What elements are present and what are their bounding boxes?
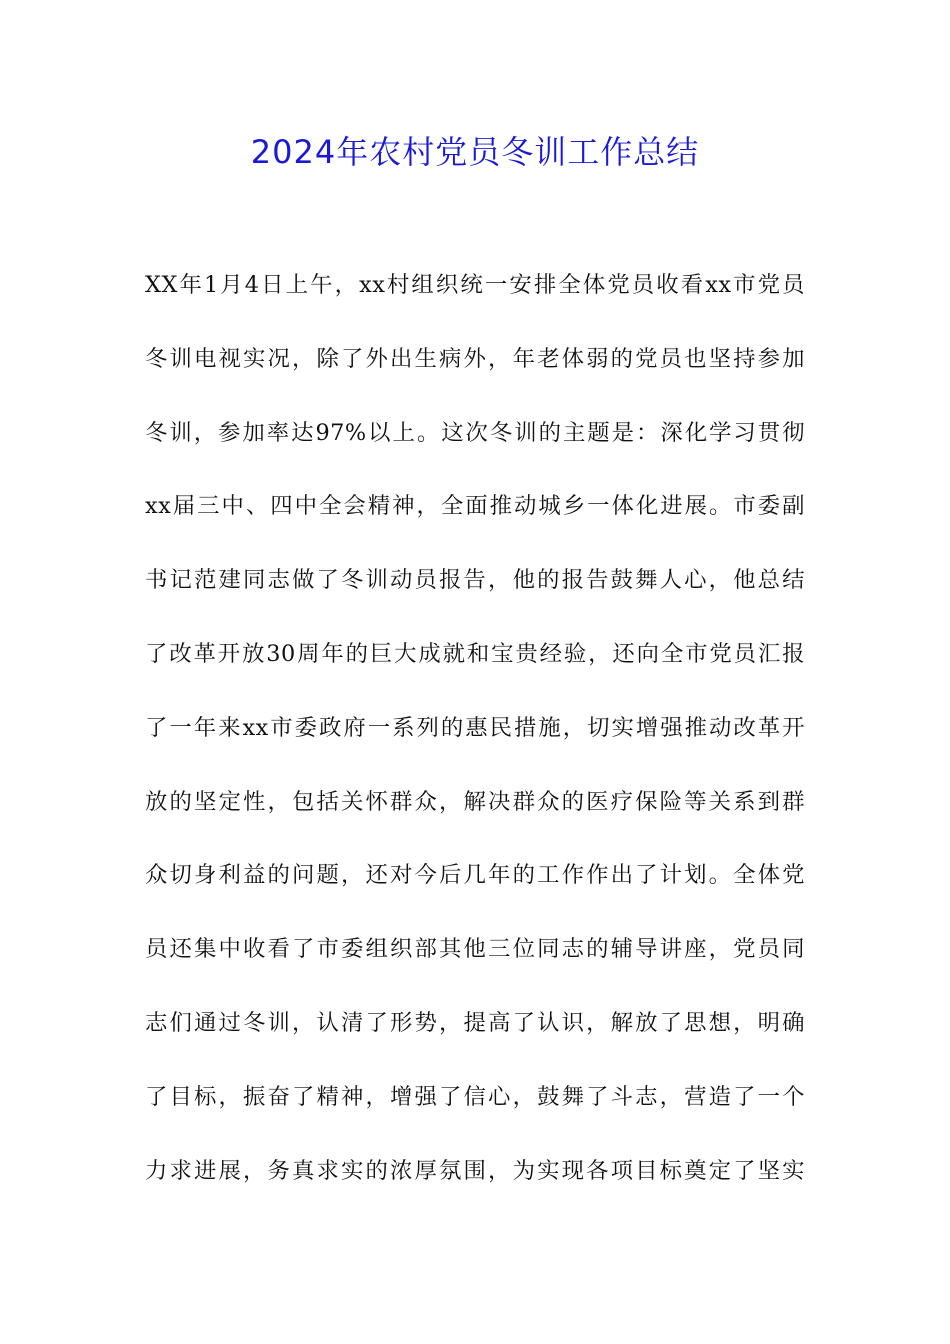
body-line: XX年1月4日上午，xx村组织统一安排全体党员收看xx市党员	[145, 272, 805, 298]
document-body	[145, 262, 805, 1221]
body-line: 员还集中收看了市委组织部其他三位同志的辅导讲座，党员同	[145, 936, 805, 963]
body-line: 了目标，振奋了精神，增强了信心，鼓舞了斗志，营造了一个	[145, 1083, 805, 1110]
body-line: xx届三中、四中全会精神，全面推动城乡一体化进展。市委副	[145, 493, 805, 520]
body-line: 众切身利益的问题，还对今后几年的工作作出了计划。全体党	[145, 862, 805, 889]
body-line: 冬训，参加率达97%以上。这次冬训的主题是：深化学习贯彻	[145, 419, 805, 446]
body-line: 志们通过冬训，认清了形势，提高了认识，解放了思想，明确	[145, 1009, 805, 1036]
body-line: 书记范建同志做了冬训动员报告，他的报告鼓舞人心，他总结	[145, 567, 805, 594]
body-line: 了改革开放30周年的巨大成就和宝贵经验，还向全市党员汇报	[145, 640, 805, 667]
body-line: 冬训电视实况，除了外出生病外，年老体弱的党员也坚持参加	[145, 345, 805, 372]
body-line: 了一年来xx市委政府一系列的惠民措施，切实增强推动改革开	[145, 714, 805, 741]
body-line: 放的坚定性，包括关怀群众，解决群众的医疗保险等关系到群	[145, 788, 805, 815]
document-title: 2024年农村党员冬训工作总结	[250, 133, 700, 171]
body-line: 力求进展，务真求实的浓厚氛围，为实现各项目标奠定了坚实	[145, 1157, 805, 1184]
